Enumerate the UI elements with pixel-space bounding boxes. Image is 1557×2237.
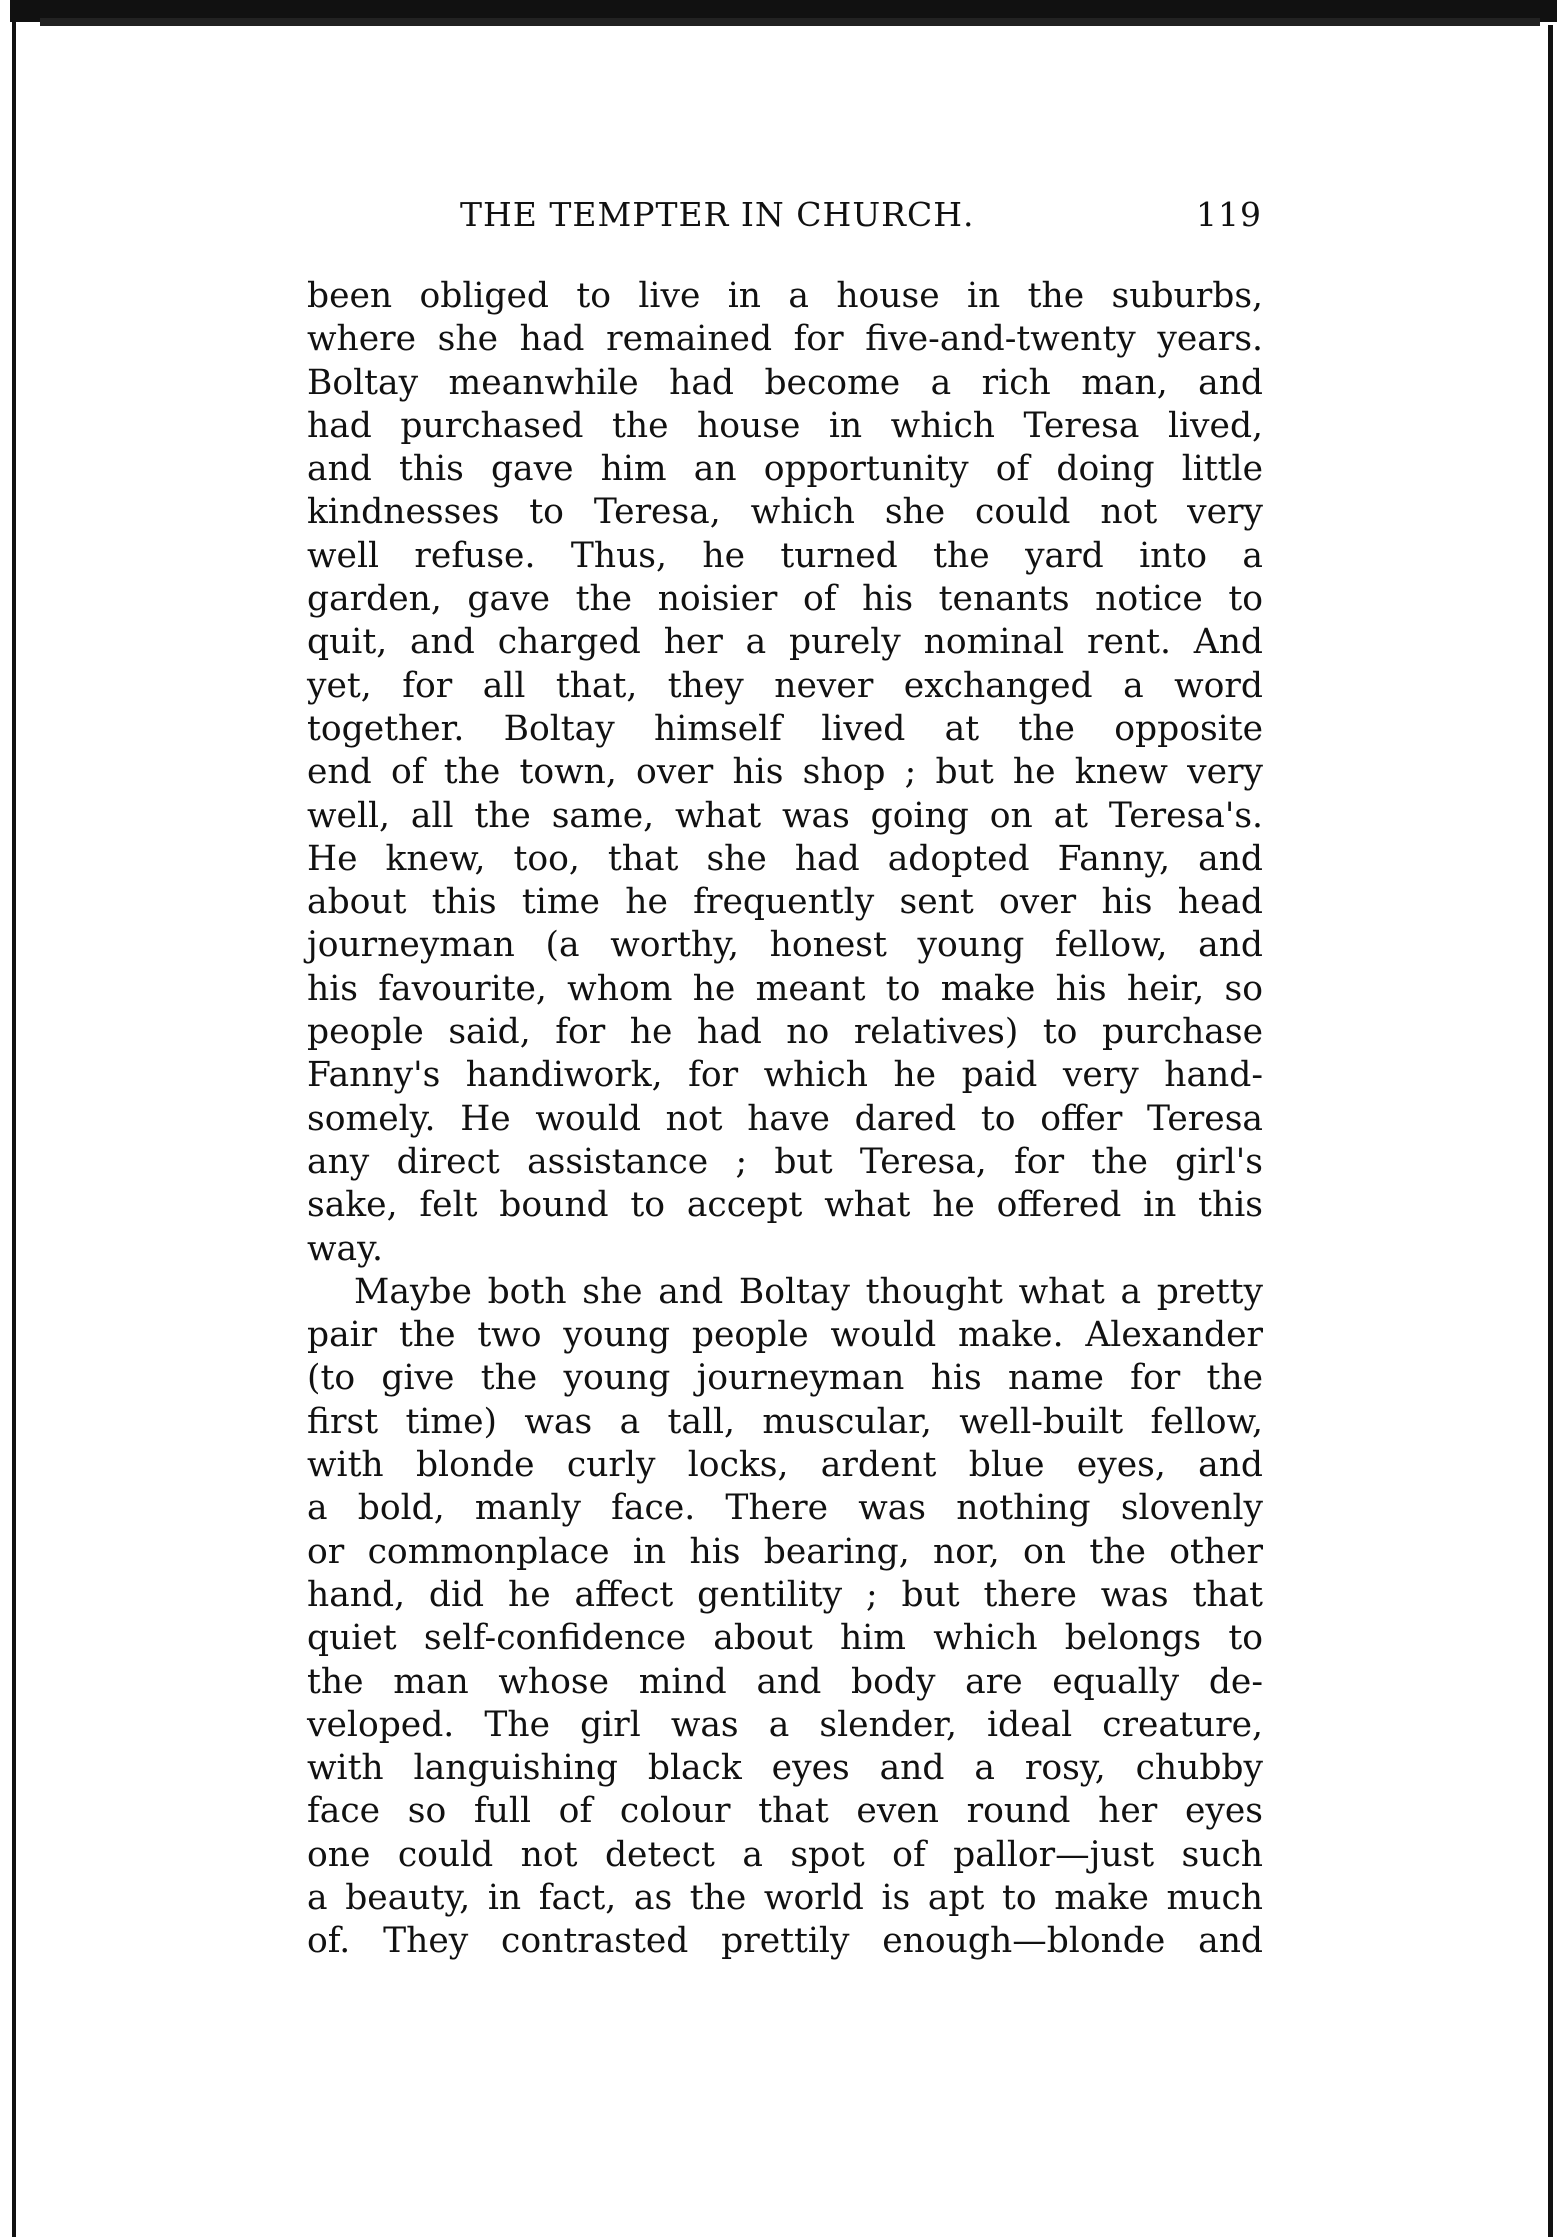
text-line: or commonplace in his bearing, nor, on the other — [307, 1531, 1263, 1572]
text-line: quit, and charged her a purely nominal rent. And — [307, 622, 1263, 663]
running-header — [460, 195, 1262, 239]
scan-border-top-inner — [40, 18, 1540, 26]
text-line: garden, gave the noisier of his tenants notice to — [307, 579, 1263, 620]
text-line: been obliged to live in a house in the suburbs, — [307, 276, 1263, 316]
text-line: (to give the young journeyman his name for the — [307, 1358, 1263, 1399]
text-line: yet, for all that, they never exchanged a word — [307, 665, 1263, 706]
text-line: He knew, too, that she had adopted Fanny, and — [307, 838, 1263, 879]
text-line: sake, felt bound to accept what he offered in this — [307, 1185, 1263, 1226]
text-line: kindnesses to Teresa, which she could not very — [307, 492, 1263, 533]
running-title: THE TEMPTER IN CHURCH. — [460, 195, 975, 234]
text-line: end of the town, over his shop ; but he knew very — [307, 752, 1263, 793]
text-line: Maybe both she and Boltay thought what a pretty — [354, 1271, 1263, 1312]
text-line: of. They contrasted prettily enough—blonde and — [307, 1921, 1263, 1962]
text-line: about this time he frequently sent over his head — [307, 882, 1263, 923]
scan-border-left — [12, 10, 16, 2237]
text-line: where she had remained for five-and-twenty years. — [307, 319, 1263, 360]
text-line: had purchased the house in which Teresa lived, — [307, 405, 1263, 446]
text-line: well refuse. Thus, he turned the yard into a — [307, 535, 1263, 576]
text-line: somely. He would not have dared to offer Teresa — [307, 1098, 1263, 1139]
text-line: with languishing black eyes and a rosy, chubby — [307, 1748, 1263, 1789]
scan-border-right — [1548, 25, 1553, 2237]
text-line: way. — [307, 1228, 383, 1269]
text-line: face so full of colour that even round her eyes — [307, 1791, 1263, 1832]
text-line: pair the two young people would make. Alexander — [307, 1315, 1263, 1356]
text-line: journeyman (a worthy, honest young fellow, and — [307, 925, 1263, 966]
text-line: quiet self-confidence about him which belongs to — [307, 1618, 1263, 1659]
text-line: a bold, manly face. There was nothing slovenly — [307, 1488, 1263, 1529]
text-line: well, all the same, what was going on at Teresa's. — [307, 795, 1263, 836]
text-line: the man whose mind and body are equally de- — [307, 1661, 1263, 1702]
text-line: his favourite, whom he meant to make his heir, so — [307, 968, 1263, 1009]
text-line: any direct assistance ; but Teresa, for the girl's — [307, 1141, 1263, 1182]
text-line: together. Boltay himself lived at the opposite — [307, 708, 1263, 749]
text-line: first time) was a tall, muscular, well-built fellow, — [307, 1401, 1263, 1442]
text-line: a beauty, in fact, as the world is apt to make much — [307, 1877, 1263, 1918]
text-line: and this gave him an opportunity of doing little — [307, 449, 1263, 490]
text-line: Boltay meanwhile had become a rich man, and — [307, 362, 1263, 403]
text-line: veloped. The girl was a slender, ideal creature, — [307, 1704, 1263, 1745]
text-line: hand, did he affect gentility ; but there was that — [307, 1574, 1263, 1615]
text-line: Fanny's handiwork, for which he paid very hand- — [307, 1055, 1263, 1096]
text-line: people said, for he had no relatives) to purchase — [307, 1012, 1263, 1053]
page-body — [307, 275, 1263, 1964]
text-line: one could not detect a spot of pallor—just such — [307, 1834, 1263, 1875]
text-line: with blonde curly locks, ardent blue eyes, and — [307, 1445, 1263, 1486]
page-number: 119 — [1196, 195, 1262, 234]
